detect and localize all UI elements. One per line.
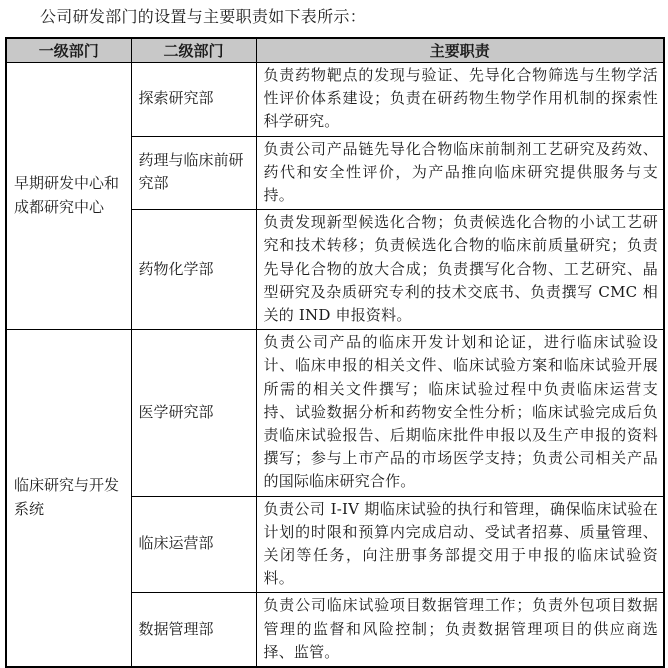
level2-dept-cell: 医学研究部	[131, 330, 256, 496]
table-row	[6, 330, 664, 496]
duty-cell: 负责公司产品链先导化合物临床前制剂工艺研究及药效、药代和安全性评价，为产品推向临床研究提供服务与支持。	[256, 136, 664, 210]
duty-cell: 负责公司临床试验项目数据管理工作；负责外包项目数据管理的监督和风险控制；负责数据管理项目的供应商选择、监管。	[256, 593, 664, 667]
duty-cell: 负责药物靶点的发现与验证、先导化合物筛选与生物学活性评价体系建设；负责在研药物生物学作用机制的探索性科学研究。	[256, 63, 664, 137]
intro-text: 公司研发部门的设置与主要职责如下表所示：	[40, 7, 367, 26]
header-level1-dept: 一级部门	[6, 38, 131, 63]
duty-cell: 负责发现新型候选化合物；负责候选化合物的小试工艺研究和技术转移；负责候选化合物的临床前质量研究；负责先导化合物的放大合成；负责撰写化合物、工艺研究、晶型研究及杂质研究专利的技术交底书、负责撰写 CMC 相关的 IND 申报资料。	[256, 210, 664, 330]
header-main-duties: 主要职责	[256, 38, 664, 63]
table-header-row	[6, 38, 664, 63]
level2-dept-cell: 药物化学部	[131, 210, 256, 330]
duty-cell: 负责公司 I-IV 期临床试验的执行和管理，确保临床试验在计划的时限和预算内完成启动、受试者招募、质量管理、关闭等任务，向注册事务部提交用于申报的临床试验资料。	[256, 496, 664, 593]
level1-dept-cell: 临床研究与开发系统	[6, 330, 131, 667]
header-level2-dept: 二级部门	[131, 38, 256, 63]
level2-dept-cell: 药理与临床前研究部	[131, 136, 256, 210]
table-row	[6, 63, 664, 137]
level2-dept-cell: 数据管理部	[131, 593, 256, 667]
level1-dept-cell: 早期研发中心和成都研究中心	[6, 63, 131, 330]
level2-dept-cell: 探索研究部	[131, 63, 256, 137]
rd-department-table	[5, 37, 665, 668]
level2-dept-cell: 临床运营部	[131, 496, 256, 593]
duty-cell: 负责公司产品的临床开发计划和论证，进行临床试验设计、临床申报的相关文件、临床试验方案和临床试验开展所需的相关文件撰写；临床试验过程中负责临床运营支持、试验数据分析和药物安全性分析；临床试验完成后负责临床试验报告、后期临床批件申报以及生产申报的资料撰写；参与上市产品的市场医学支持；负责公司相关产品的国际临床研究合作。	[256, 330, 664, 496]
